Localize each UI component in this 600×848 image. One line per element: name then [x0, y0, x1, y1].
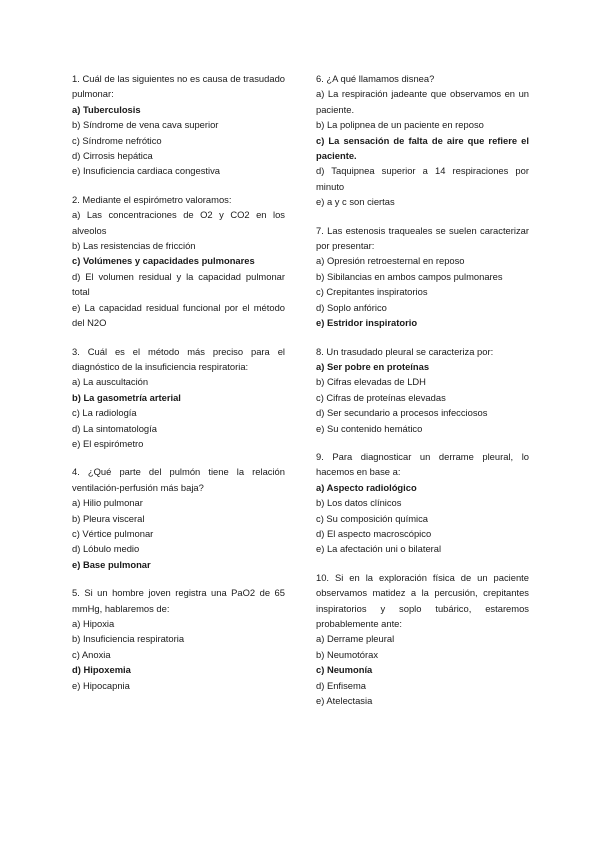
question-8	[316, 344, 529, 436]
option-correct: e) Base pulmonar	[72, 558, 151, 570]
option: e) Su contenido hemático	[316, 422, 423, 434]
question-6	[316, 71, 529, 210]
option: a) Las concentraciones de O2 y CO2 en los alveolos	[72, 209, 285, 236]
option: b) Insuficiencia respiratoria	[72, 633, 185, 645]
option: c) La radiología	[72, 407, 137, 419]
option-correct: c) Volúmenes y capacidades pulmonares	[72, 255, 255, 267]
option: b) Sibilancias en ambos campos pulmonares	[316, 270, 503, 282]
option: d) Enfisema	[316, 679, 367, 691]
option: a) Hilio pulmonar	[72, 497, 143, 509]
option-correct: a) Aspecto radiológico	[316, 481, 417, 493]
question-text: 9. Para diagnosticar un derrame pleural, lo hacemos en base a:	[316, 450, 529, 478]
option: e) Hipocapnia	[72, 679, 130, 691]
option: e) Atelectasia	[316, 695, 373, 707]
question-text: 2. Mediante el espirómetro valoramos:	[72, 193, 232, 205]
option: d) El volumen residual y la capacidad pulmonar total	[72, 270, 285, 298]
option: e) La capacidad residual funcional por el método del N2O	[72, 301, 285, 329]
option: d) El aspecto macroscópico	[316, 527, 432, 539]
left-column	[72, 71, 285, 706]
question-10	[316, 570, 529, 709]
question-text: 6. ¿A qué llamamos disnea?	[316, 73, 435, 84]
option-correct: c) La sensación de falta de aire que refiere el paciente.	[316, 134, 529, 162]
question-text: 5. Si un hombre joven registra una PaO2 de 65 mmHg, hablaremos de:	[72, 587, 285, 614]
option: a) Opresión retroesternal en reposo	[316, 255, 465, 267]
question-text: 7. Las estenosis traqueales se suelen caracterizar por presentar:	[316, 224, 529, 252]
option: d) Soplo anfórico	[316, 301, 387, 313]
option: b) Pleura visceral	[72, 512, 145, 524]
question-text: 10. Si en la exploración física de un paciente observamos matidez a la percusión, crepitantes inspiratorios y soplo tubárico, estaremos probablemente ante:	[316, 571, 529, 629]
option: c) Síndrome nefrótico	[72, 134, 162, 146]
option-correct: a) Ser pobre en proteínas	[316, 360, 430, 372]
option: b) Síndrome de vena cava superior	[72, 119, 219, 131]
option: c) Crepitantes inspiratorios	[316, 286, 428, 298]
option: d) Ser secundario a procesos infecciosos	[316, 407, 488, 419]
question-2	[72, 192, 285, 331]
option: d) La sintomatología	[72, 422, 157, 434]
option: a) La auscultación	[72, 376, 149, 388]
option: e) La afectación uni o bilateral	[316, 543, 442, 555]
option-correct: a) Tuberculosis	[72, 103, 141, 115]
question-text: 8. Un trasudado pleural se caracteriza por:	[316, 345, 494, 357]
question-7	[316, 223, 529, 331]
question-5	[72, 585, 285, 693]
option-correct: b) La gasometría arterial	[72, 391, 181, 403]
question-text: 4. ¿Qué parte del pulmón tiene la relación ventilación-perfusión más baja?	[72, 466, 285, 493]
option: c) Su composición química	[316, 512, 429, 524]
option: e) El espirómetro	[72, 437, 144, 449]
option: e) Insuficiencia cardiaca congestiva	[72, 165, 220, 177]
question-1	[72, 71, 285, 179]
option: b) Cifras elevadas de LDH	[316, 376, 426, 388]
option: a) Hipoxia	[72, 618, 115, 629]
option: b) Los datos clínicos	[316, 497, 402, 509]
option: d) Taquipnea superior a 14 respiraciones por minuto	[316, 165, 529, 192]
option: c) Anoxia	[72, 648, 111, 660]
option: b) La polipnea de un paciente en reposo	[316, 119, 484, 131]
option: d) Lóbulo medio	[72, 543, 140, 555]
option: c) Vértice pulmonar	[72, 527, 154, 539]
option: e) a y c son ciertas	[316, 196, 395, 208]
right-column	[316, 71, 529, 721]
option: d) Cirrosis hepática	[72, 150, 153, 162]
option-correct: c) Neumonía	[316, 664, 373, 676]
question-9	[316, 449, 529, 557]
question-text: 3. Cuál es el método más preciso para el diagnóstico de la insuficiencia respiratoria:	[72, 345, 285, 372]
option: a) La respiración jadeante que observamos en un paciente.	[316, 88, 529, 115]
option: b) Las resistencias de fricción	[72, 240, 196, 252]
option: c) Cifras de proteínas elevadas	[316, 391, 446, 403]
option: a) Derrame pleural	[316, 633, 395, 645]
option: b) Neumotórax	[316, 648, 379, 660]
question-4	[72, 464, 285, 572]
option-correct: e) Estridor inspiratorio	[316, 317, 418, 329]
option-correct: d) Hipoxemia	[72, 664, 131, 676]
question-text: 1. Cuál de las siguientes no es causa de trasudado pulmonar:	[72, 73, 285, 100]
question-3	[72, 344, 285, 452]
